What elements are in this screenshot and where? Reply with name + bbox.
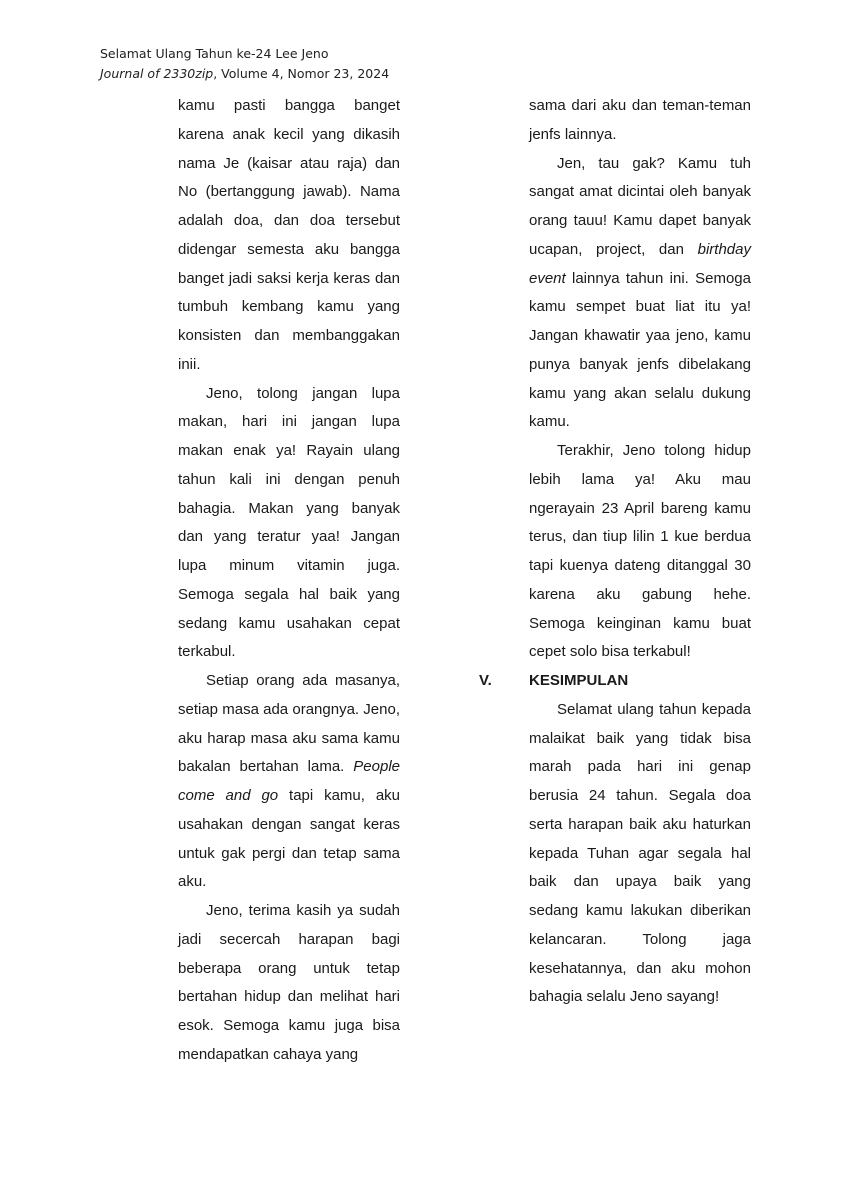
paragraph: sama dari aku dan teman-teman jenfs lainnya. — [529, 97, 751, 143]
paragraph: kamu pasti bangga banget karena anak kecil yang dikasih nama Je (kaisar atau raja) dan No (bertanggung jawab). Nama adalah doa, dan doa tersebut didengar semesta aku bangga banget jadi saksi kerja keras dan tumbuh kembang kamu yang konsisten dan membanggakan inii. — [178, 97, 400, 373]
paragraph: Terakhir, Jeno tolong hidup lebih lama ya! Aku mau ngerayain 23 April bareng kamu terus, dan tiup lilin 1 kue berdua tapi kuenya dateng ditanggal 30 karena aku gabung hehe. Semoga keinginan kamu buat cepet solo bisa terkabul! — [529, 442, 751, 661]
paragraph — [529, 150, 751, 438]
journal-volume: , Volume 4, Nomor 23, 2024 — [213, 66, 390, 81]
running-header — [100, 44, 389, 84]
paragraph: Jeno, tolong jangan lupa makan, hari ini jangan lupa makan enak ya! Rayain ulang tahun kali ini dengan penuh bahagia. Makan yang banyak dan yang teratur yaa! Jangan lupa minum vitamin juga. Semoga segala hal baik yang sedang kamu usahakan cepat terkabul. — [178, 384, 400, 661]
right-column — [479, 92, 751, 1012]
section-number: V. — [479, 672, 492, 689]
paragraph: Jeno, terima kasih ya sudah jadi secercah harapan bagi beberapa orang untuk tetap bertahan hidup dan melihat hari esok. Semoga kamu juga bisa mendapatkan cahaya yang — [178, 902, 400, 1063]
left-column — [178, 92, 400, 1070]
section-heading — [479, 667, 751, 696]
header-journal — [100, 64, 389, 84]
section-title: KESIMPULAN — [529, 672, 629, 689]
italic-phrase: birthday event — [529, 240, 751, 287]
paragraph-text: Setiap orang ada masanya, setiap masa ada orangnya. Jeno, aku harap masa aku sama kamu bakalan bertahan lama. — [178, 672, 400, 776]
journal-name: Journal of 2330zip — [100, 66, 214, 81]
paragraph: Selamat ulang tahun kepada malaikat baik yang tidak bisa marah pada hari ini genap berusia 24 tahun. Segala doa serta harapan baik aku haturkan kepada Tuhan agar segala hal baik dan upaya baik yang sedang kamu lakukan diberikan kelancaran. Tolong jaga kesehatannya, dan aku mohon bahagia selalu Jeno sayang! — [529, 700, 751, 1006]
paragraph-text: Jen, tau gak? Kamu tuh sangat amat dicintai oleh banyak orang tauu! Kamu dapet banyak ucapan, project, dan — [529, 154, 751, 258]
paragraph-text: tapi kamu, aku usahakan dengan sangat keras untuk gak pergi dan tetap sama aku. — [178, 787, 401, 891]
italic-phrase: People come and go — [178, 758, 400, 804]
header-title: Selamat Ulang Tahun ke-24 Lee Jeno — [100, 46, 329, 61]
paragraph — [178, 667, 400, 897]
paragraph-text: lainnya tahun ini. Semoga kamu sempet buat liat itu ya! Jangan khawatir yaa jeno, kamu punya banyak jenfs dibelakang kamu yang akan selalu dukung kamu. — [529, 269, 751, 431]
